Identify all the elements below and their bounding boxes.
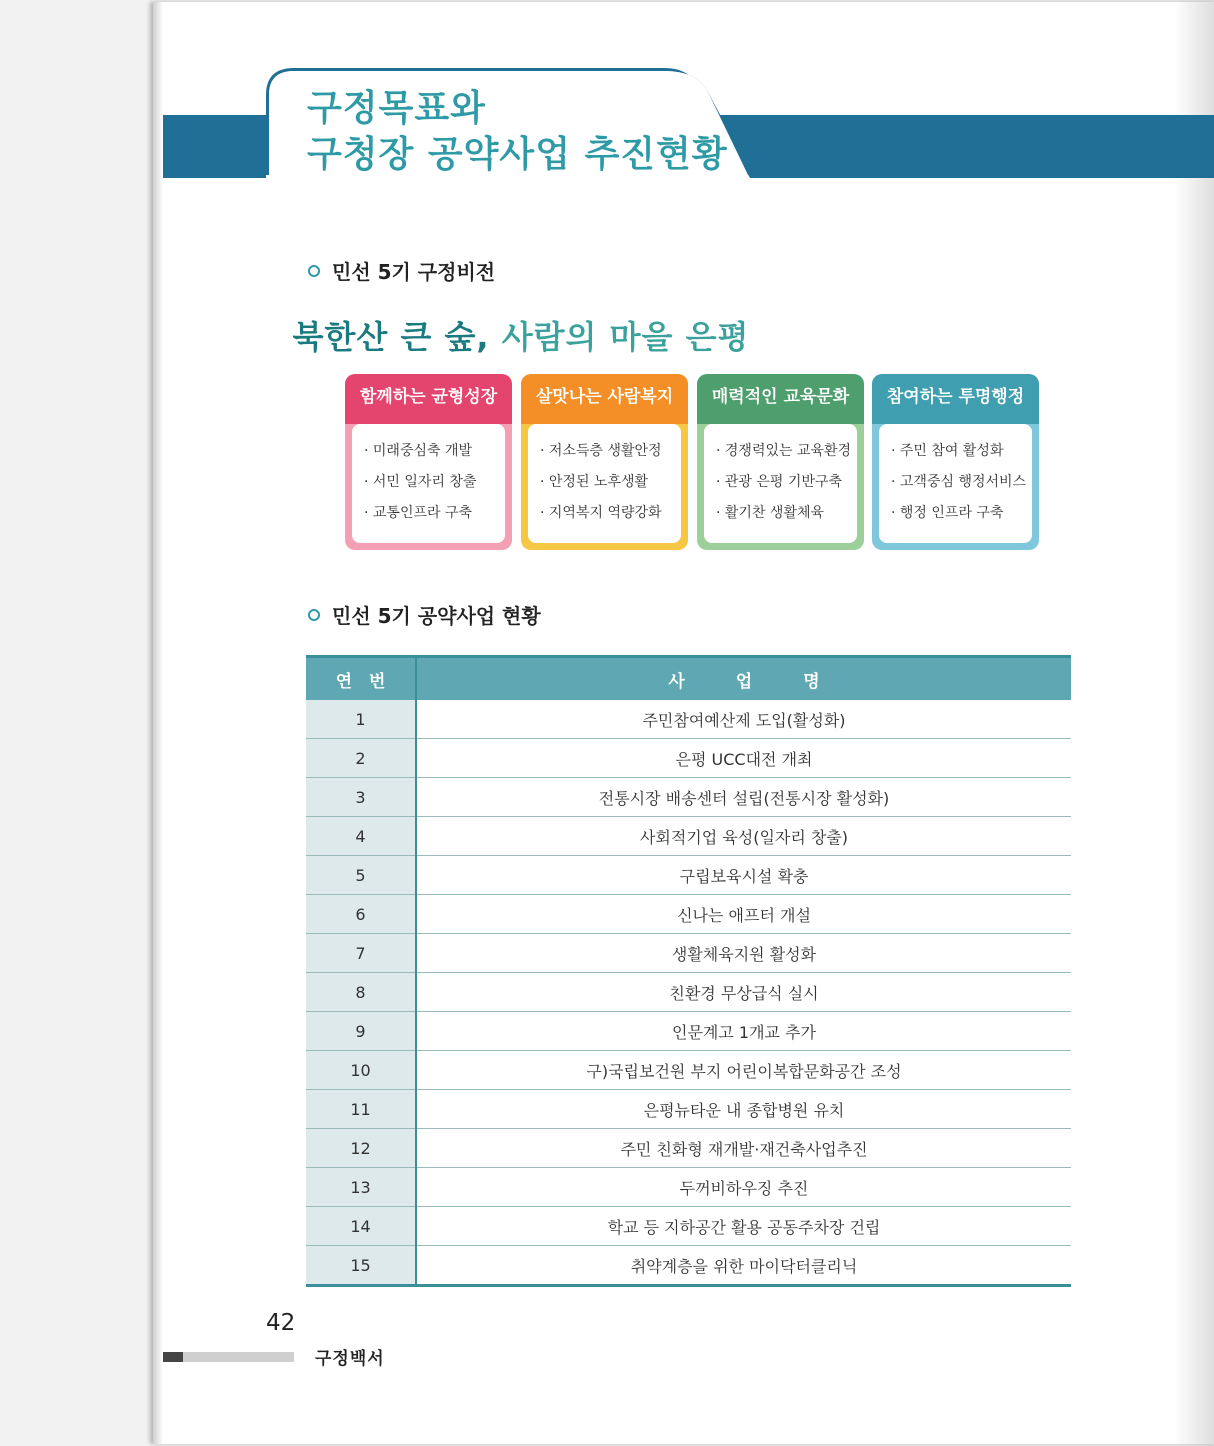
section-heading-projects-text: 민선 5기 공약사업 현황 xyxy=(332,604,541,628)
table-row xyxy=(306,1129,1071,1168)
vision-slogan-part1: 북한산 큰 숲, xyxy=(292,318,502,356)
page-title-line1: 구정목표와 xyxy=(307,88,486,129)
row-number: 9 xyxy=(306,1012,416,1051)
goal-item: · 활기찬 생활체육 xyxy=(716,505,825,521)
page-curl-shadow xyxy=(1174,0,1214,1446)
bullet-ring-icon xyxy=(308,609,320,621)
goal-card-welfare xyxy=(521,374,688,550)
book-title: 구정백서 xyxy=(315,1349,385,1369)
projects-table xyxy=(306,655,1071,1287)
table-row xyxy=(306,1168,1071,1207)
row-number: 10 xyxy=(306,1051,416,1090)
goal-card-body xyxy=(352,424,505,543)
row-number: 12 xyxy=(306,1129,416,1168)
table-row xyxy=(306,1090,1071,1129)
goal-card-body xyxy=(528,424,681,543)
goal-card-balanced-growth xyxy=(345,374,512,550)
vision-slogan-part2: 사람의 마을 은평 xyxy=(501,318,750,356)
projects-table-body xyxy=(306,700,1071,1286)
row-project-name: 구)국립보건원 부지 어린이복합문화공간 조성 xyxy=(416,1051,1071,1090)
goal-card-title: 참여하는 투명행정 xyxy=(886,387,1025,407)
table-row xyxy=(306,700,1071,739)
goal-item: · 주민 참여 활성화 xyxy=(891,443,1004,459)
goal-card-body xyxy=(879,424,1032,543)
row-number: 14 xyxy=(306,1207,416,1246)
goal-item: · 미래중심축 개발 xyxy=(364,443,473,459)
row-project-name: 은평뉴타운 내 종합병원 유치 xyxy=(416,1090,1071,1129)
row-number: 8 xyxy=(306,973,416,1012)
goal-item: · 교통인프라 구축 xyxy=(364,505,473,521)
goal-card-body xyxy=(704,424,857,543)
goal-card-education-culture xyxy=(697,374,864,550)
row-project-name: 생활체육지원 활성화 xyxy=(416,934,1071,973)
row-project-name: 인문계고 1개교 추가 xyxy=(416,1012,1071,1051)
footer-bar-light xyxy=(183,1352,294,1362)
goal-item: · 고객중심 행정서비스 xyxy=(891,474,1027,490)
table-row xyxy=(306,778,1071,817)
row-number: 15 xyxy=(306,1246,416,1286)
footer-bar-dark xyxy=(163,1352,183,1362)
section-heading-vision-text: 민선 5기 구정비전 xyxy=(332,260,496,284)
row-project-name: 전통시장 배송센터 설립(전통시장 활성화) xyxy=(416,778,1071,817)
table-row xyxy=(306,739,1071,778)
goal-item: · 경쟁력있는 교육환경 xyxy=(716,443,852,459)
vision-slogan xyxy=(0,312,1128,358)
table-row xyxy=(306,895,1071,934)
section-heading-projects xyxy=(308,600,541,629)
row-project-name: 취약계층을 위한 마이닥터클리닉 xyxy=(630,1256,858,1276)
row-project-name: 주민참여예산제 도입(활성화) xyxy=(416,700,1071,739)
row-number: 6 xyxy=(306,895,416,934)
goal-item: · 서민 일자리 창출 xyxy=(364,474,477,490)
row-project-name: 구립보육시설 확충 xyxy=(416,856,1071,895)
row-project-name: 두꺼비하우징 추진 xyxy=(416,1168,1071,1207)
table-row xyxy=(306,934,1071,973)
row-number: 4 xyxy=(306,817,416,856)
table-header-row xyxy=(306,657,1071,701)
row-project-name: 주민 친화형 재개발·재건축사업추진 xyxy=(416,1129,1071,1168)
table-row xyxy=(306,817,1071,856)
page-title xyxy=(307,86,728,178)
goal-card-title: 함께하는 균형성장 xyxy=(359,387,498,407)
table-row xyxy=(306,1207,1071,1246)
page-number: 42 xyxy=(266,1310,296,1336)
row-number: 5 xyxy=(306,856,416,895)
table-row xyxy=(306,973,1071,1012)
page-binding-edge xyxy=(153,2,163,1444)
table-row xyxy=(306,1051,1071,1090)
goal-card-title: 살맛나는 사람복지 xyxy=(535,387,674,407)
column-header-number: 연 번 xyxy=(306,657,416,701)
row-number: 1 xyxy=(306,700,416,739)
goal-item: · 관광 은평 기반구축 xyxy=(716,474,842,490)
section-heading-vision xyxy=(308,256,495,285)
goal-card-transparent-admin xyxy=(872,374,1039,550)
goal-item: · 안정된 노후생활 xyxy=(540,474,649,490)
row-number: 7 xyxy=(306,934,416,973)
column-header-project-name: 사 업 명 xyxy=(416,657,1071,701)
row-project-name: 학교 등 지하공간 활용 공동주차장 건립 xyxy=(416,1207,1071,1246)
row-number: 3 xyxy=(306,778,416,817)
page-title-line2: 구청장 공약사업 추진현황 xyxy=(307,134,728,175)
goal-item: · 행정 인프라 구축 xyxy=(891,505,1004,521)
row-number: 11 xyxy=(306,1090,416,1129)
goal-card-title: 매력적인 교육문화 xyxy=(711,387,850,407)
row-project-name: 은평 UCC대전 개최 xyxy=(416,739,1071,778)
goal-item: · 지역복지 역량강화 xyxy=(540,505,662,521)
row-project-name: 신나는 애프터 개설 xyxy=(416,895,1071,934)
bullet-ring-icon xyxy=(308,265,320,277)
table-row xyxy=(306,856,1071,895)
table-row xyxy=(306,1246,1071,1286)
row-number: 2 xyxy=(306,739,416,778)
table-row xyxy=(306,1012,1071,1051)
goal-item: · 저소득층 생활안정 xyxy=(540,443,662,459)
row-number: 13 xyxy=(306,1168,416,1207)
row-project-name: 친환경 무상급식 실시 xyxy=(416,973,1071,1012)
row-project-name: 사회적기업 육성(일자리 창출) xyxy=(416,817,1071,856)
